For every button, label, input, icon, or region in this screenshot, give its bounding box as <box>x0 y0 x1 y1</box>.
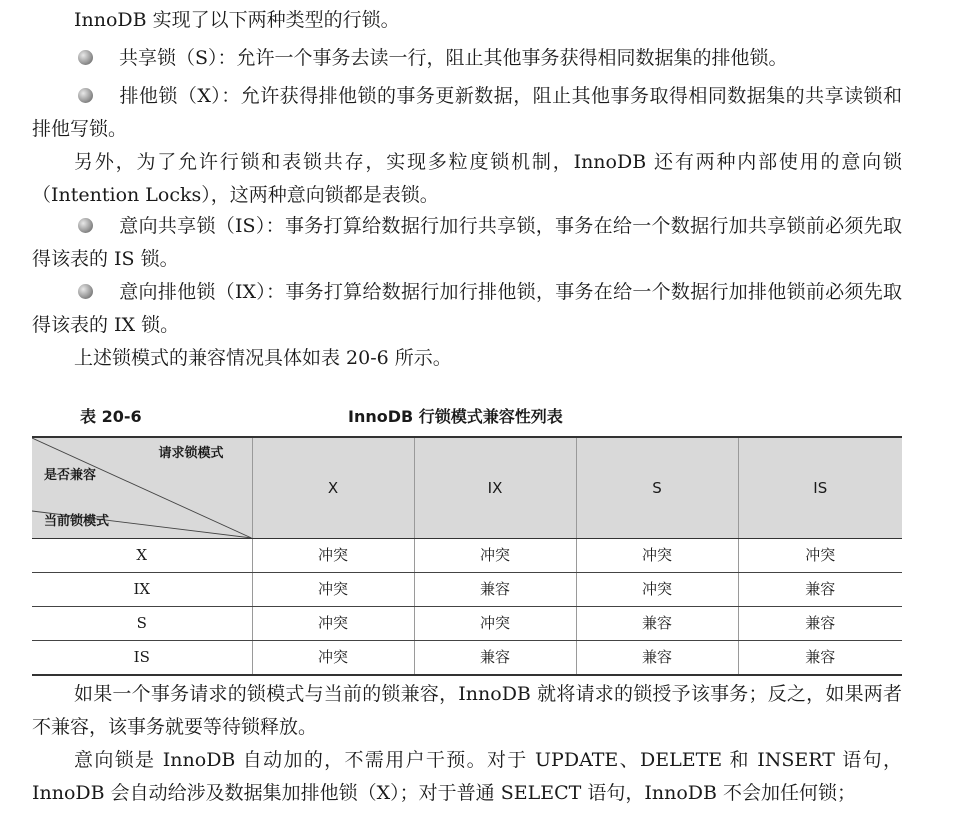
row-header: S <box>32 607 252 641</box>
table-cell: 兼容 <box>414 573 576 607</box>
intention-intro-paragraph: 另外，为了允许行锁和表锁共存，实现多粒度锁机制，InnoDB 还有两种内部使用的意向锁（Intention Locks），这两种意向锁都是表锁。 <box>32 151 902 206</box>
table-cell: 冲突 <box>252 607 414 641</box>
table-cell: 兼容 <box>738 641 902 676</box>
corner-label-current-mode: 当前锁模式 <box>44 514 110 529</box>
after-table-paragraph-1: 如果一个事务请求的锁模式与当前的锁兼容，InnoDB 就将请求的锁授予该事务；反之，如果两者不兼容，该事务就要等待锁释放。 <box>32 683 902 738</box>
bullet-exclusive-lock <box>32 80 902 146</box>
row-header: IS <box>32 641 252 676</box>
corner-label-request-mode: 请求锁模式 <box>158 446 224 461</box>
table-caption <box>80 400 902 426</box>
table-cell: 冲突 <box>252 539 414 573</box>
table-header-row <box>32 437 902 539</box>
row-header: X <box>32 539 252 573</box>
table-title: InnoDB 行锁模式兼容性列表 <box>348 407 563 426</box>
table-cell: 兼容 <box>738 573 902 607</box>
table-cell: 冲突 <box>576 573 738 607</box>
table-row <box>32 641 902 676</box>
after-table-paragraph-2: 意向锁是 InnoDB 自动加的，不需用户干预。对于 UPDATE、DELETE 和 INSERT 语句，InnoDB 会自动给涉及数据集加排他锁（X）；对于普通 SELECT 语句，InnoDB 不会加任何锁； <box>32 749 902 804</box>
table-row <box>32 573 902 607</box>
lock-compatibility-table <box>32 436 902 676</box>
column-header: X <box>252 437 414 539</box>
table-cell: 兼容 <box>576 607 738 641</box>
bullet-intention-shared-lock <box>32 210 902 276</box>
bullet-intention-exclusive-lock-text: 意向排他锁（IX）：事务打算给数据行加行排他锁，事务在给一个数据行加排他锁前必须先取得该表的 IX 锁。 <box>32 281 902 336</box>
table-cell: 冲突 <box>576 539 738 573</box>
table-cell: 冲突 <box>738 539 902 573</box>
table-number: 表 20-6 <box>80 407 142 426</box>
column-header: IS <box>738 437 902 539</box>
bullet-icon <box>78 88 93 103</box>
table-cell: 冲突 <box>414 607 576 641</box>
bullet-intention-exclusive-lock <box>32 276 902 342</box>
table-cell: 冲突 <box>414 539 576 573</box>
table-reference-paragraph: 上述锁模式的兼容情况具体如表 20-6 所示。 <box>74 347 452 369</box>
table-corner-cell <box>32 437 252 539</box>
table-cell: 冲突 <box>252 573 414 607</box>
table-cell: 兼容 <box>576 641 738 676</box>
table-row <box>32 539 902 573</box>
bullet-intention-shared-lock-text: 意向共享锁（IS）：事务打算给数据行加行共享锁，事务在给一个数据行加共享锁前必须先取得该表的 IS 锁。 <box>32 215 902 270</box>
corner-label-compatible: 是否兼容 <box>44 468 97 483</box>
column-header: S <box>576 437 738 539</box>
table-cell: 兼容 <box>414 641 576 676</box>
bullet-icon <box>78 50 93 65</box>
bullet-shared-lock <box>32 42 902 75</box>
row-header: IX <box>32 573 252 607</box>
table-cell: 兼容 <box>738 607 902 641</box>
bullet-exclusive-lock-text: 排他锁（X）：允许获得排他锁的事务更新数据，阻止其他事务取得相同数据集的共享读锁和排他写锁。 <box>32 85 902 140</box>
bullet-icon <box>78 284 93 299</box>
bullet-icon <box>78 218 93 233</box>
intro-paragraph: InnoDB 实现了以下两种类型的行锁。 <box>74 9 400 31</box>
column-header: IX <box>414 437 576 539</box>
bullet-shared-lock-text: 共享锁（S）：允许一个事务去读一行，阻止其他事务获得相同数据集的排他锁。 <box>119 47 788 69</box>
table-cell: 冲突 <box>252 641 414 676</box>
table-row <box>32 607 902 641</box>
